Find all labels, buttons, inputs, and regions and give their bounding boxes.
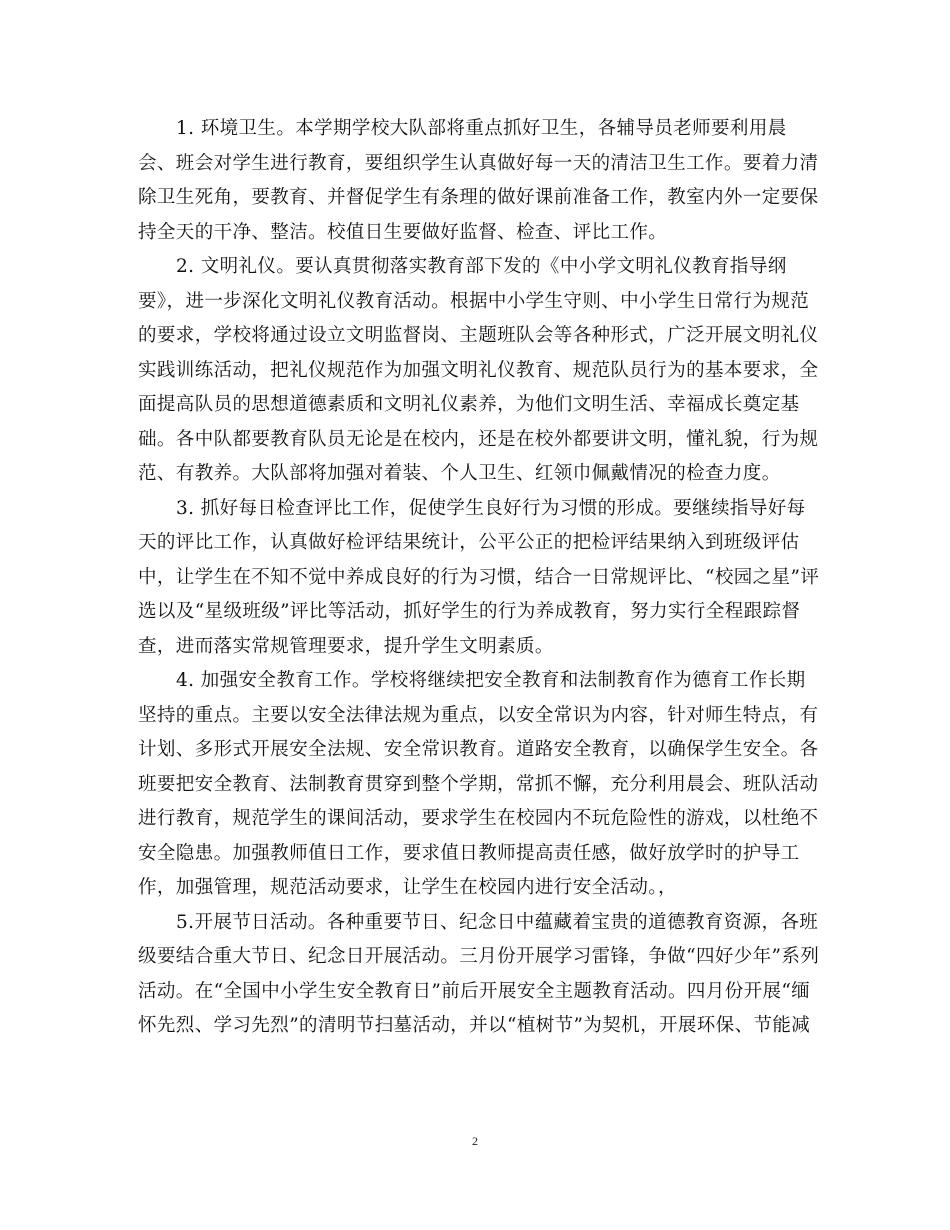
text-line: 中，让学生在不知不觉中养成良好的行为习惯，结合一日常规评比、“校园之星”评: [138, 566, 820, 588]
page-number: 2: [472, 1134, 478, 1148]
text-line: 作，加强管理，规范活动要求，让学生在校园内进行安全活动。，: [138, 877, 677, 898]
text-line: 持全天的干净、整洁。校值日生要做好监督、检查、评比工作。: [138, 221, 668, 243]
text-line: 会、班会对学生进行教育，要组织学生认真做好每一天的清洁卫生工作。要着力清: [138, 152, 819, 174]
text-line: 3. 抓好每日检查评比工作，促使学生良好行为习惯的形成。要继续指导好每: [176, 497, 806, 519]
text-line: 班要把安全教育、法制教育贯穿到整个学期，常抓不懈，充分利用晨会、班队活动: [138, 773, 819, 795]
paragraph-2: [138, 250, 819, 492]
text-line: 4. 加强安全教育工作。学校将继续把安全教育和法制教育作为德育工作长期: [176, 670, 806, 691]
text-line: 实践训练活动，把礼仪规范作为加强文明礼仪教育、规范队员行为的基本要求，全: [138, 359, 819, 381]
text-line: 5.开展节日活动。各种重要节日、纪念日中蕴藏着宝贵的道德教育资源，各班: [176, 911, 819, 933]
text-line: 除卫生死角，要教育、并督促学生有条理的做好课前准备工作，教室内外一定要保: [138, 187, 819, 208]
text-line: 选以及“星级班级”评比等活动，抓好学生的行为养成教育，努力实行全程跟踪督: [138, 601, 801, 622]
document-body: [138, 112, 820, 1044]
text-line: 计划、多形式开展安全法规、安全常识教育。道路安全教育，以确保学生安全。各: [138, 739, 819, 760]
text-line: 活动。在“全国中小学生安全教育日”前后开展安全主题教育活动。四月份开展“缅: [138, 980, 811, 1002]
text-line: 怀先烈、学习先烈”的清明节扫墓活动，并以“植树节”为契机，开展环保、节能减: [138, 1015, 811, 1036]
paragraph-4: [138, 664, 819, 906]
paragraph-5: [138, 906, 820, 1044]
text-line: 要》，进一步深化文明礼仪教育活动。根据中小学生守则、中小学生日常行为规范: [138, 290, 810, 312]
text-line: 查，进而落实常规管理要求，提升学生文明素质。: [138, 635, 554, 657]
paragraph-3: [138, 492, 820, 665]
text-line: 1. 环境卫生。本学期学校大队部将重点抓好卫生，各辅导员老师要利用晨: [176, 118, 787, 139]
text-line: 范、有教养。大队部将加强对着装、个人卫生、红领巾佩戴情况的检查力度。: [138, 463, 781, 484]
text-line: 坚持的重点。主要以安全法律法规为重点，以安全常识为内容，针对师生特点，有: [138, 704, 819, 726]
text-line: 级要结合重大节日、纪念日开展活动。三月份开展学习雷锋，争做“四好少年”系列: [138, 946, 820, 967]
text-line: 天的评比工作，认真做好检评结果统计，公平公正的把检评结果纳入到班级评估: [138, 532, 800, 553]
text-line: 础。各中队都要教育队员无论是在校内，还是在校外都要讲文明，懂礼貌，行为规: [138, 428, 819, 450]
text-line: 面提高队员的思想道德素质和文明礼仪素养，为他们文明生活、幸福成长奠定基: [138, 394, 800, 415]
text-line: 的要求，学校将通过设立文明监督岗、主题班队会等各种形式，广泛开展文明礼仪: [138, 325, 819, 346]
text-line: 安全隐患。加强教师值日工作，要求值日教师提高责任感，做好放学时的护导工: [138, 842, 800, 864]
text-line: 2. 文明礼仪。要认真贯彻落实教育部下发的《中小学文明礼仪教育指导纲: [176, 256, 787, 277]
text-line: 进行教育，规范学生的课间活动，要求学生在校园内不玩危险性的游戏，以杜绝不: [138, 808, 819, 829]
paragraph-1: [138, 112, 819, 250]
